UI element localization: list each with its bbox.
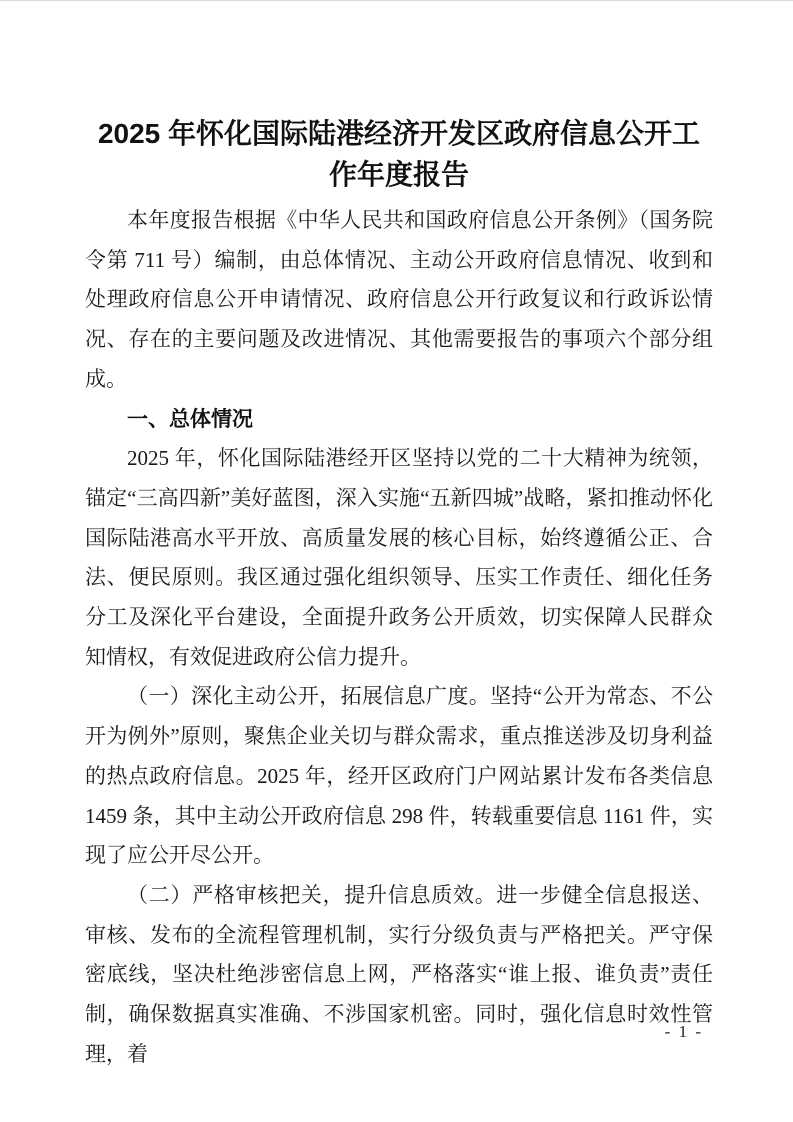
- page-number: - 1 -: [664, 1022, 703, 1041]
- intro-paragraph: 本年度报告根据《中华人民共和国政府信息公开条例》（国务院令第 711 号）编制，由总体情况、主动公开政府信息情况、收到和处理政府信息公开申请情况、政府信息公开行政复议和行政诉讼情况、存在的主要问题及改进情况、其他需要报告的事项六个部分组成。: [85, 208, 713, 391]
- body-paragraph-item2: （二）严格审核把关，提升信息质效。进一步健全信息报送、审核、发布的全流程管理机制，实行分级负责与严格把关。严守保密底线，坚决杜绝涉密信息上网，严格落实“谁上报、谁负责”责任制，确保数据真实准确、不涉国家机密。同时，强化信息时效性管理，着: [85, 882, 713, 1066]
- body-paragraph-item1: （一）深化主动公开，拓展信息广度。坚持“公开为常态、不公开为例外”原则，聚焦企业关切与群众需求，重点推送涉及切身利益的热点政府信息。2025 年，经开区政府门户网站累计发布各类信息 1459 条，其中主动公开政府信息 298 件，转载重要信息 1161 件，实现了应公开尽公开。: [85, 684, 713, 868]
- document-title: 2025 年怀化国际陆港经济开发区政府信息公开工作年度报告: [97, 118, 701, 190]
- body-paragraph-overview: 2025 年，怀化国际陆港经开区坚持以党的二十大精神为统领，锚定“三高四新”美好蓝图，深入实施“五新四城”战略，紧扣推动怀化国际陆港高水平开放、高质量发展的核心目标，始终遵循公正、合法、便民原则。我区通过强化组织领导、压实工作责任、细化任务分工及深化平台建设，全面提升政务公开质效，切实保障人民群众知情权，有效促进政府公信力提升。: [85, 446, 713, 669]
- document-content: [85, 113, 713, 1074]
- section-heading-overall-situation: 一、总体情况: [127, 407, 253, 431]
